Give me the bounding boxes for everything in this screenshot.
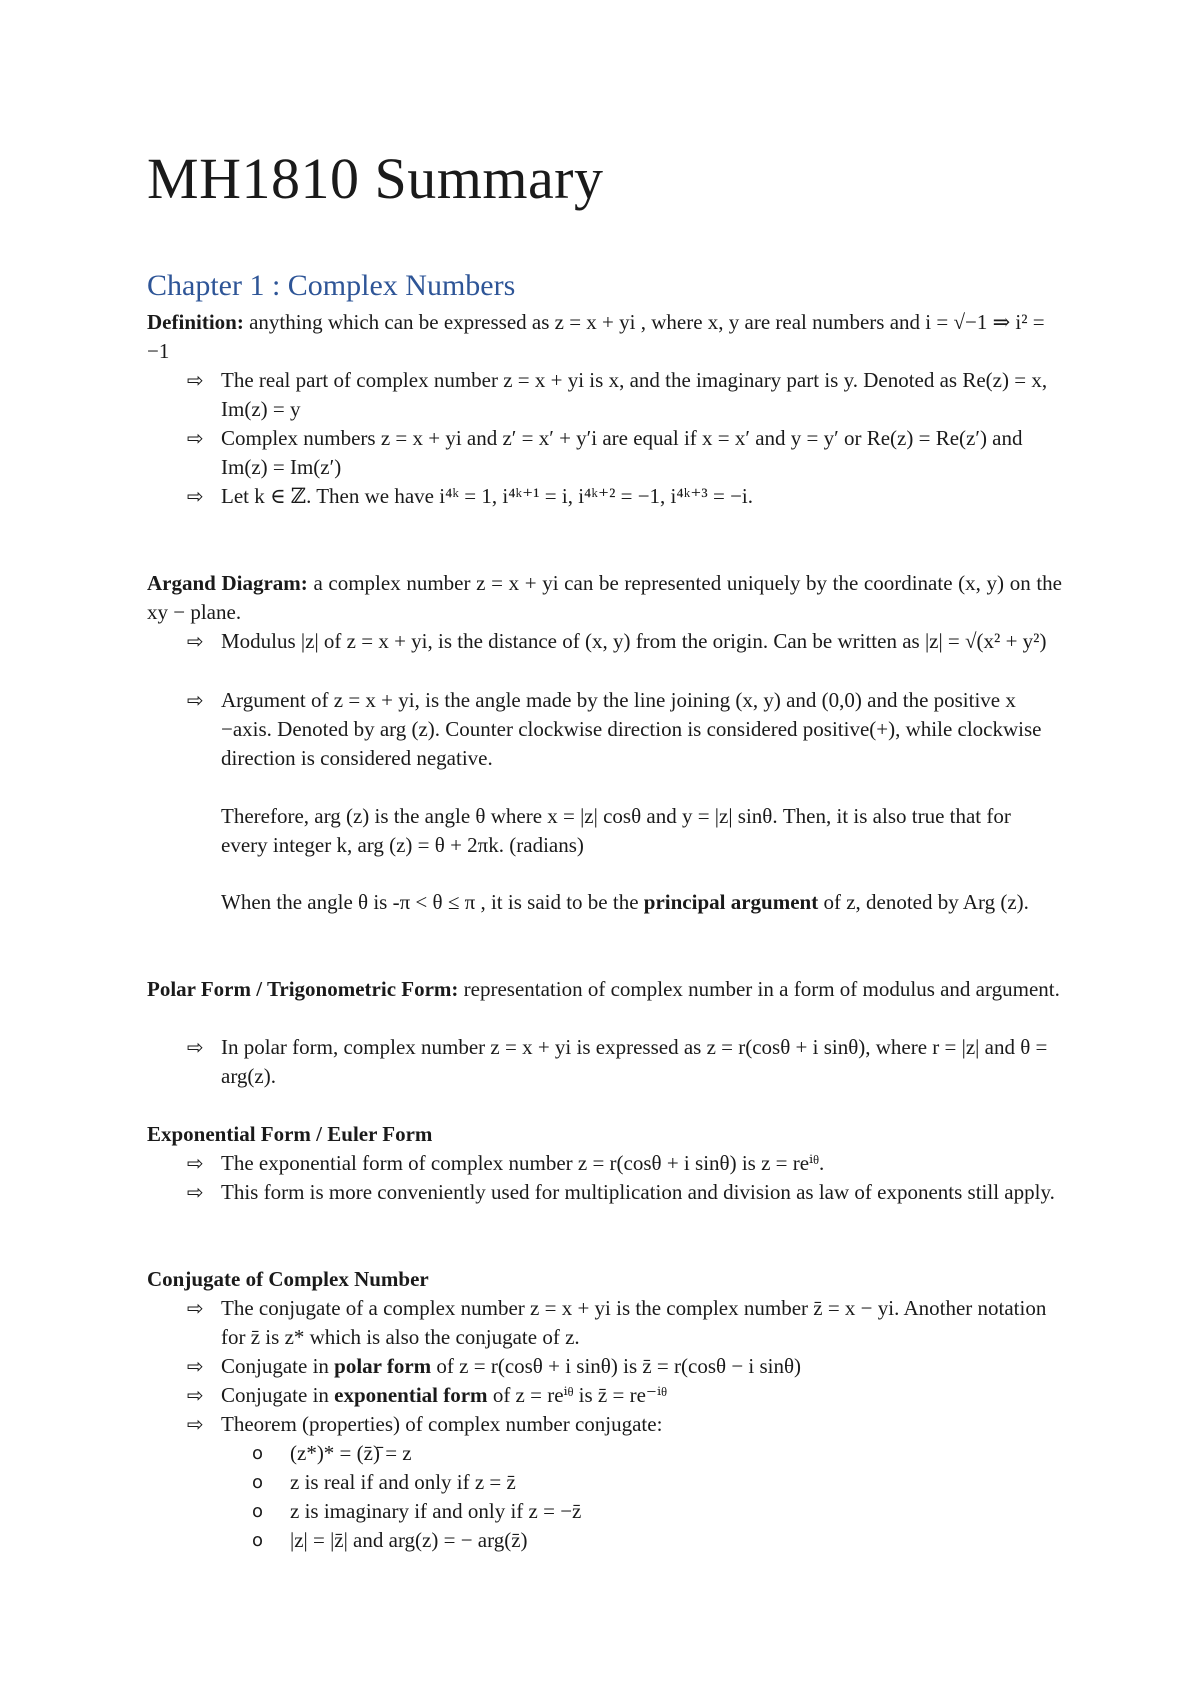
property-item: o z is real if and only if z = z̄: [252, 1468, 952, 1497]
circle-bullet-icon: o: [252, 1530, 264, 1551]
definition-text: anything which can be expressed as z = x + yi , where x, y are real numbers and i = √−1 ⇒ i² = −1: [147, 310, 1045, 363]
exponential-form-term: exponential form: [334, 1383, 488, 1407]
definition-label: Definition:: [147, 310, 244, 334]
arrow-right-icon: ⇨: [187, 1412, 204, 1436]
argand-bullet: ⇨ Argument of z = x + yi, is the angle made by the line joining (x, y) and (0,0) and the positive x −axis. Denoted by arg (z). Counter clockwise direction is considered positive(+), while clockwise direction is considered negative.: [187, 688, 1042, 770]
page-title: MH1810 Summary: [147, 146, 604, 211]
exponential-bullet: ⇨ The exponential form of complex number z = r(cosθ + i sinθ) is z = reⁱᶿ.: [187, 1149, 1067, 1178]
polar-bullet: ⇨ In polar form, complex number z = x + yi is expressed as z = r(cosθ + i sinθ), where r = |z| and θ = arg(z).: [187, 1035, 1048, 1088]
chapter-heading: Chapter 1 : Complex Numbers: [147, 269, 516, 302]
principal-argument-term: principal argument: [643, 890, 819, 914]
circle-bullet-icon: o: [252, 1501, 264, 1522]
circle-bullet-icon: o: [252, 1472, 264, 1493]
arrow-right-icon: ⇨: [187, 1035, 204, 1059]
conjugate-heading: Conjugate of Complex Number: [147, 1267, 429, 1291]
exponential-heading: Exponential Form / Euler Form: [147, 1122, 433, 1146]
argand-label: Argand Diagram:: [147, 571, 308, 595]
arrow-right-icon: ⇨: [187, 629, 204, 653]
argand-bullet: ⇨ Modulus |z| of z = x + yi, is the distance of (x, y) from the origin. Can be written as |z| = √(x² + y²): [187, 627, 1067, 656]
conjugate-bullet: ⇨ The conjugate of a complex number z = x + yi is the complex number z̄ = x − yi. Another notation for z̄ is z* which is also the conjugate of z.: [187, 1296, 1047, 1349]
conjugate-bullet: ⇨ Conjugate in polar form of z = r(cosθ + i sinθ) is z̄ = r(cosθ − i sinθ): [187, 1352, 1067, 1381]
polar-text: representation of complex number in a form of modulus and argument.: [463, 977, 1060, 1001]
argand-paragraph: [147, 569, 1062, 627]
definition-paragraph: [147, 308, 1062, 366]
polar-label: Polar Form / Trigonometric Form:: [147, 977, 459, 1001]
property-item: o |z| = |z̄| and arg(z) = − arg(z̄): [252, 1526, 952, 1555]
arrow-right-icon: ⇨: [187, 688, 204, 712]
property-item: o (z*)* = (z̄)̄ = z: [252, 1439, 952, 1468]
arrow-right-icon: ⇨: [187, 1151, 204, 1175]
polar-form-term: polar form: [334, 1354, 432, 1378]
argand-note-2: When the angle θ is -π < θ ≤ π , it is said to be the principal argument of z, denoted by Arg (z).: [221, 890, 1029, 914]
argand-note-1: Therefore, arg (z) is the angle θ where x = |z| cosθ and y = |z| sinθ. Then, it is also true that for every integer k, arg (z) = θ + 2πk. (radians): [221, 804, 1011, 857]
property-item: o z is imaginary if and only if z = −z̄: [252, 1497, 952, 1526]
circle-bullet-icon: o: [252, 1443, 264, 1464]
definition-bullet: ⇨ The real part of complex number z = x + yi is x, and the imaginary part is y. Denoted as Re(z) = x, Im(z) = y: [187, 368, 1048, 421]
arrow-right-icon: ⇨: [187, 1180, 204, 1204]
argand-text: a complex number z = x + yi can be represented uniquely by the coordinate (x, y) on the xy − plane.: [147, 571, 1062, 624]
polar-paragraph: [147, 975, 1062, 1004]
arrow-right-icon: ⇨: [187, 484, 204, 508]
conjugate-bullet: ⇨ Theorem (properties) of complex number conjugate:: [187, 1410, 1067, 1439]
definition-bullet: ⇨ Let k ∈ ℤ. Then we have i⁴ᵏ = 1, i⁴ᵏ⁺¹ = i, i⁴ᵏ⁺² = −1, i⁴ᵏ⁺³ = −i.: [187, 482, 1067, 511]
arrow-right-icon: ⇨: [187, 1296, 204, 1320]
conjugate-bullet: ⇨ Conjugate in exponential form of z = reⁱᶿ is z̄ = re⁻ⁱᶿ: [187, 1381, 1067, 1410]
arrow-right-icon: ⇨: [187, 368, 204, 392]
exponential-bullet: ⇨ This form is more conveniently used for multiplication and division as law of exponents still apply.: [187, 1178, 1067, 1207]
definition-bullet: ⇨ Complex numbers z = x + yi and z′ = x′ + y′i are equal if x = x′ and y = y′ or Re(z) = Re(z′) and Im(z) = Im(z′): [187, 426, 1023, 479]
arrow-right-icon: ⇨: [187, 1383, 204, 1407]
arrow-right-icon: ⇨: [187, 1354, 204, 1378]
arrow-right-icon: ⇨: [187, 426, 204, 450]
